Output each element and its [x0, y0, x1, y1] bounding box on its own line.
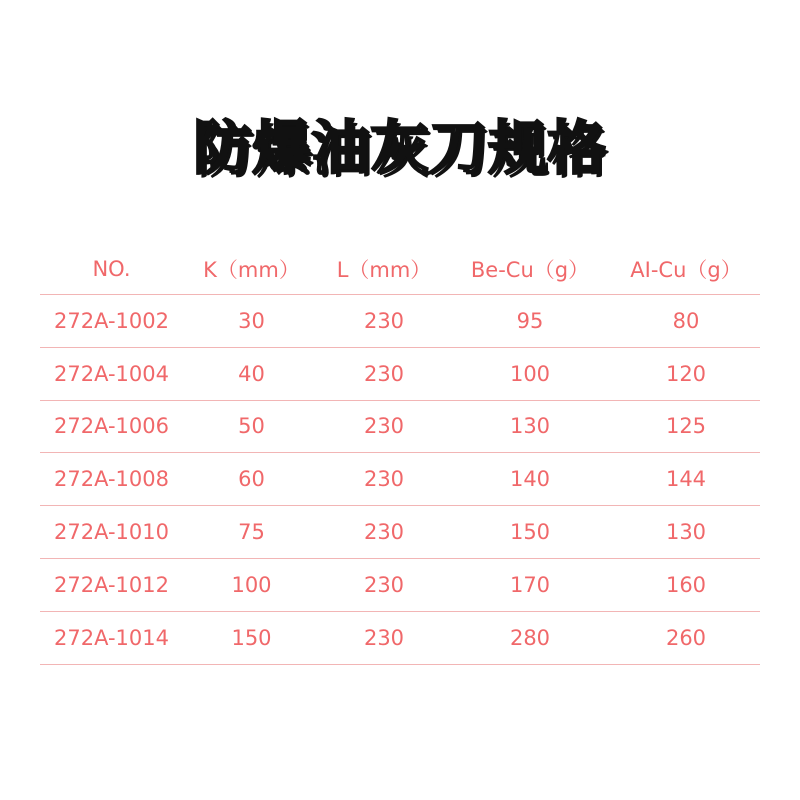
cell-k: 100 [231, 572, 272, 597]
cell-al-cu: 120 [665, 361, 707, 386]
cell-al-cu: 125 [665, 414, 707, 439]
cell-l: 230 [363, 308, 405, 333]
cell-k: 40 [238, 361, 265, 386]
table-row [40, 612, 760, 665]
page-title: 防爆油灰刀规格 [193, 114, 607, 182]
cell-k: 30 [238, 308, 265, 333]
table-row [40, 348, 760, 401]
cell-be-cu: 280 [509, 625, 551, 650]
table-row [40, 401, 760, 454]
header-cell-be-cu: Be-Cu（g） [470, 257, 590, 282]
header-cell-l: L（mm） [336, 257, 432, 282]
cell-k: 75 [238, 520, 265, 545]
cell-l: 230 [363, 467, 405, 492]
cell-k: 50 [238, 414, 265, 439]
spec-table [40, 243, 760, 665]
header-cell-al-cu: AI-Cu（g） [630, 257, 742, 282]
cell-l: 230 [363, 572, 405, 597]
cell-k: 60 [238, 467, 265, 492]
cell-k: 150 [231, 625, 272, 650]
cell-l: 230 [363, 625, 405, 650]
cell-l: 230 [363, 361, 405, 386]
table-row [40, 453, 760, 506]
cell-model-no: 272A-1012 [53, 572, 169, 597]
cell-model-no: 272A-1006 [53, 414, 169, 439]
cell-l: 230 [363, 520, 405, 545]
table-header-row [40, 243, 760, 295]
table-row [40, 295, 760, 348]
cell-model-no: 272A-1008 [53, 467, 169, 492]
cell-be-cu: 95 [516, 308, 544, 333]
header-cell-no: NO. [92, 256, 131, 281]
cell-al-cu: 160 [665, 572, 707, 597]
cell-al-cu: 80 [672, 308, 700, 333]
cell-model-no: 272A-1010 [53, 520, 169, 545]
cell-al-cu: 260 [665, 625, 707, 650]
cell-model-no: 272A-1004 [53, 361, 169, 386]
cell-al-cu: 130 [665, 520, 707, 545]
header-cell-k: K（mm） [203, 257, 300, 282]
cell-al-cu: 144 [665, 467, 707, 492]
cell-model-no: 272A-1014 [53, 625, 169, 650]
cell-be-cu: 140 [509, 467, 551, 492]
cell-l: 230 [363, 414, 405, 439]
cell-be-cu: 170 [509, 572, 551, 597]
table-row [40, 506, 760, 559]
cell-be-cu: 150 [509, 520, 551, 545]
cell-be-cu: 130 [509, 414, 551, 439]
cell-model-no: 272A-1002 [53, 308, 169, 333]
cell-be-cu: 100 [509, 361, 551, 386]
table-row [40, 559, 760, 612]
